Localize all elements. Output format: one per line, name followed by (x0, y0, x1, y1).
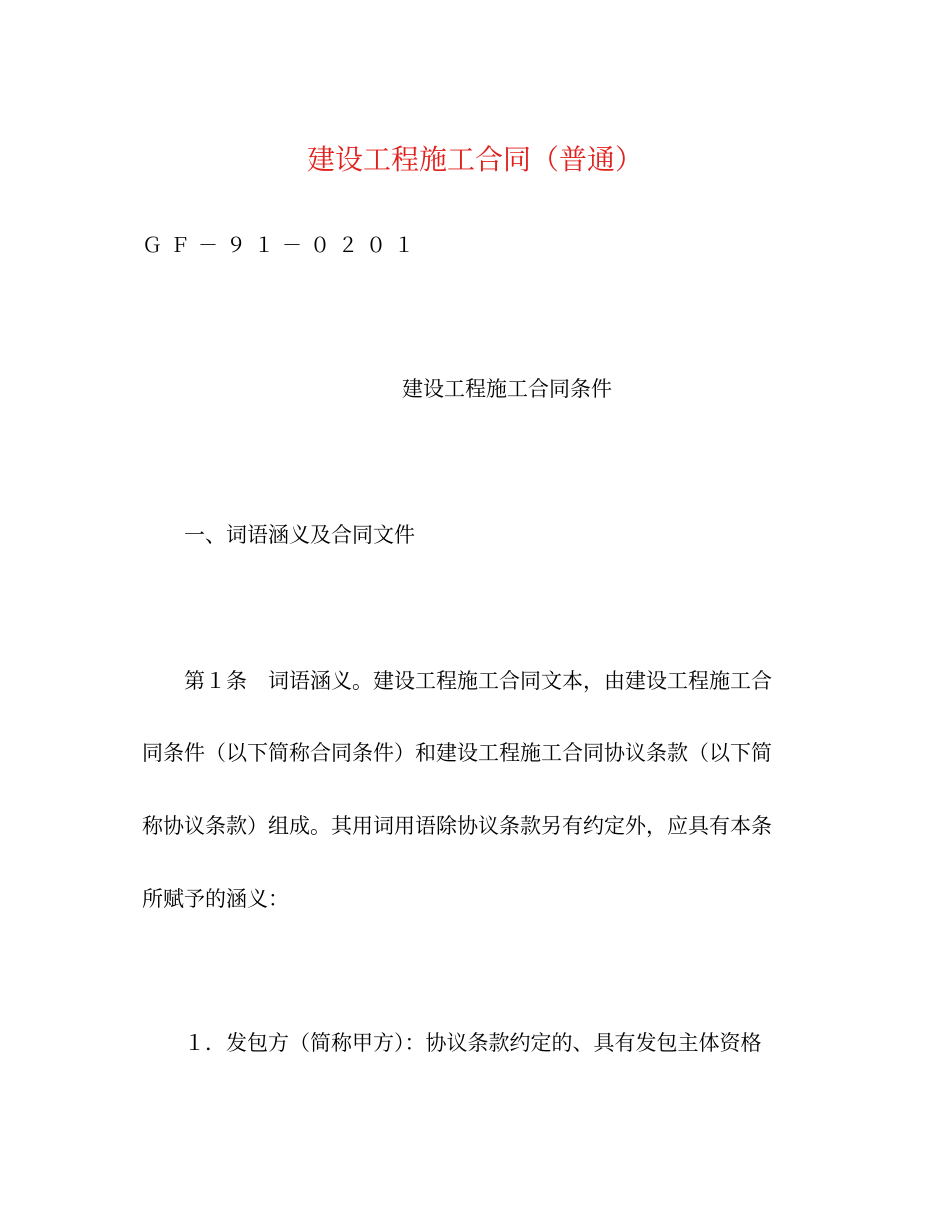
section-heading: 一、词语涵义及合同文件 (184, 523, 415, 547)
article-line: 同条件（以下简称合同条件）和建设工程施工合同协议条款（以下简 (142, 741, 772, 765)
document-title: 建设工程施工合同（普通） (306, 143, 643, 176)
contract-code: ＧＦ－９１－０２０１ (142, 233, 422, 257)
article-line: 所赋予的涵义： (142, 887, 289, 911)
article-line: 称协议条款）组成。其用词用语除协议条款另有约定外，应具有本条 (142, 814, 772, 838)
numbered-item: １．发包方（简称甲方）：协议条款约定的、具有发包主体资格 (184, 1031, 762, 1055)
article-line: 第１条 词语涵义。建设工程施工合同文本，由建设工程施工合 (184, 669, 772, 693)
document-subtitle: 建设工程施工合同条件 (402, 377, 612, 401)
